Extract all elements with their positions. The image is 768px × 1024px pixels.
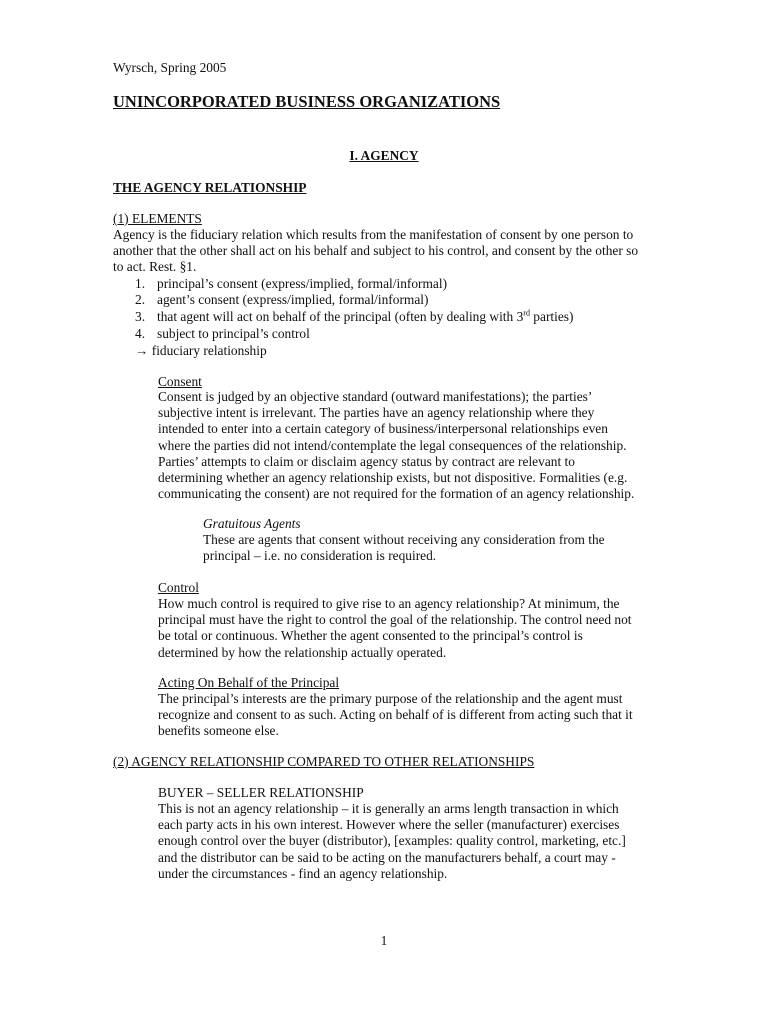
- consent-paragraph: [158, 389, 634, 502]
- author-term: Wyrsch, Spring 2005: [113, 60, 227, 75]
- control-heading: Control: [158, 580, 199, 595]
- acting-heading: Acting On Behalf of the Principal: [158, 675, 340, 690]
- text-line: benefits someone else.: [158, 723, 279, 739]
- text-line: to act. Rest. §1.: [113, 259, 197, 275]
- text-line: enough control over the buyer (distributor), [examples: quality control, marketing, etc.]: [158, 833, 626, 849]
- list-text-tail: parties): [529, 309, 574, 324]
- list-superscript: rd: [523, 308, 530, 318]
- text-line: The principal’s interests are the primary purpose of the relationship and the agent must: [158, 691, 623, 706]
- text-line: another that the other shall act on his behalf and subject to his control, and consent by the other so: [113, 243, 639, 259]
- list-text: that agent will act on behalf of the principal (often by dealing with 3: [157, 309, 524, 324]
- list-item: [135, 326, 310, 342]
- elements-heading: (1) ELEMENTS: [113, 211, 202, 226]
- compared-heading: (2) AGENCY RELATIONSHIP COMPARED TO OTHER RELATIONSHIPS: [113, 754, 535, 769]
- text-line: where the parties did not intend/contemplate the legal consequences of the relationship.: [158, 437, 627, 453]
- text-line: How much control is required to give rise to an agency relationship? At minimum, the: [158, 596, 620, 611]
- elements-intro: [113, 227, 638, 276]
- consent-heading: Consent: [158, 374, 202, 389]
- text-line: under the circumstances - find an agency relationship.: [158, 865, 448, 881]
- list-text: agent’s consent (express/implied, formal/informal): [157, 292, 429, 307]
- text-line: Parties’ attempts to claim or disclaim agency status by contract are relevant to: [158, 453, 575, 469]
- list-text: subject to principal’s control: [157, 326, 310, 341]
- text-line: be total or continuous. Whether the agent consented to the principal’s control is: [158, 628, 583, 644]
- list-text: principal’s consent (express/implied, formal/informal): [157, 276, 448, 291]
- list-number: 3.: [135, 309, 146, 324]
- buyer-seller-paragraph: [158, 801, 626, 882]
- text-line: These are agents that consent without receiving any consideration from the: [203, 532, 605, 547]
- text-line: This is not an agency relationship – it is generally an arms length transaction in which: [158, 801, 619, 816]
- page-number: 1: [380, 933, 388, 948]
- text-line: determining whether an agency relationship exists, but not dispositive. Formalities (e.g.: [158, 470, 628, 486]
- list-item: [135, 276, 447, 292]
- text-line: intended to enter into a certain category of business/interpersonal relationships even: [158, 421, 608, 437]
- gratuitous-paragraph: [203, 532, 605, 564]
- control-paragraph: [158, 596, 632, 661]
- document-title: UNINCORPORATED BUSINESS ORGANIZATIONS: [113, 92, 501, 111]
- acting-paragraph: [158, 691, 633, 740]
- text-line: Consent is judged by an objective standard (outward manifestations); the parties’: [158, 389, 593, 404]
- text-line: determined by how the relationship actually operated.: [158, 644, 447, 660]
- list-number: 1.: [135, 276, 146, 291]
- subsection-heading: THE AGENCY RELATIONSHIP: [113, 180, 307, 195]
- list-item: [135, 309, 573, 325]
- text-line: recognize and consent to as such. Acting on behalf of is different from acting such that it: [158, 707, 633, 723]
- fiduciary-result: → fiduciary relationship: [135, 343, 267, 358]
- text-line: principal – i.e. no consideration is required.: [203, 548, 437, 564]
- text-line: each party acts in his own interest. However where the seller (manufacturer) exercises: [158, 817, 620, 833]
- text-line: communicating the consent) are not required for the formation of an agency relationship.: [158, 486, 635, 502]
- section-heading: I. AGENCY: [349, 148, 419, 163]
- list-number: 4.: [135, 326, 146, 341]
- text-line: principal must have the right to control the goal of the relationship. The control need not: [158, 612, 632, 628]
- list-item: [135, 292, 428, 308]
- text-line: subjective intent is irrelevant. The parties have an agency relationship where they: [158, 405, 595, 421]
- text-line: and the distributor can be said to be acting on the manufacturers behalf, a court may -: [158, 849, 616, 865]
- text-line: Agency is the fiduciary relation which results from the manifestation of consent by one person to: [113, 227, 634, 242]
- buyer-seller-heading: BUYER – SELLER RELATIONSHIP: [158, 785, 364, 800]
- list-number: 2.: [135, 292, 146, 307]
- gratuitous-heading: Gratuitous Agents: [203, 516, 301, 531]
